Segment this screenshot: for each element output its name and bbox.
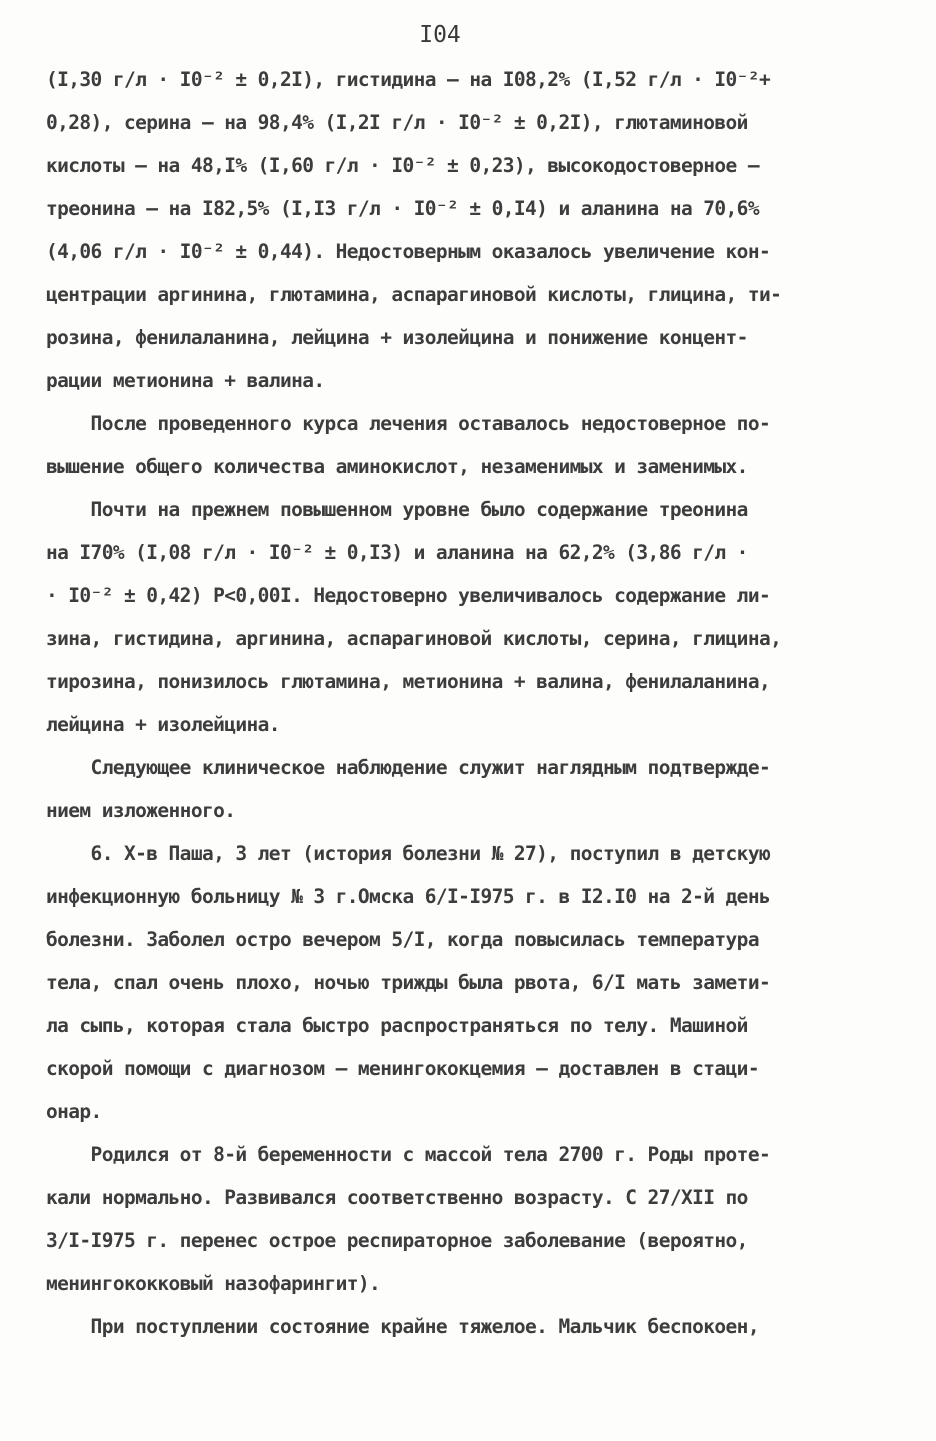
text-line: менингококковый назофарингит). xyxy=(46,1272,381,1295)
text-line: Почти на прежнем повышенном уровне было содержание треонина xyxy=(46,498,748,521)
text-line: 3/I-I975 г. перенес острое респираторное заболевание (вероятно, xyxy=(46,1229,748,1252)
text-line: треонина – на I82,5% (I,I3 г/л · I0⁻² ± 0,I4) и аланина на 70,6% xyxy=(46,197,759,220)
text-line: ла сыпь, которая стала быстро распространяться по телу. Машиной xyxy=(46,1014,748,1037)
text-line: При поступлении состояние крайне тяжелое. Мальчик беспокоен, xyxy=(46,1315,759,1338)
text-line: онар. xyxy=(46,1100,102,1123)
text-line: на I70% (I,08 г/л · I0⁻² ± 0,I3) и аланина на 62,2% (3,86 г/л · xyxy=(46,541,748,564)
text-line: тирозина, понизилось глютамина, метионина + валина, фенилаланина, xyxy=(46,670,771,693)
text-line: После проведенного курса лечения оставалось недостоверное по- xyxy=(46,412,771,435)
text-line: кали нормально. Развивался соответственно возрасту. С 27/XII по xyxy=(46,1186,748,1209)
text-line: Родился от 8-й беременности с массой тела 2700 г. Роды проте- xyxy=(46,1143,771,1166)
text-line: скорой помощи с диагнозом – менингококцемия – доставлен в стаци- xyxy=(46,1057,759,1080)
text-line: болезни. Заболел остро вечером 5/I, когда повысилась температура xyxy=(46,928,759,951)
text-line: вышение общего количества аминокислот, незаменимых и заменимых. xyxy=(46,455,748,478)
text-line: центрации аргинина, глютамина, аспарагиновой кислоты, глицина, ти- xyxy=(46,283,782,306)
text-line: Следующее клиническое наблюдение служит наглядным подтвержде- xyxy=(46,756,771,779)
text-line: (I,30 г/л · I0⁻² ± 0,2I), гистидина – на I08,2% (I,52 г/л · I0⁻²+ xyxy=(46,68,771,91)
text-line: 0,28), серина – на 98,4% (I,2I г/л · I0⁻² ± 0,2I), глютаминовой xyxy=(46,111,748,134)
text-line: тела, спал очень плохо, ночью трижды была рвота, 6/I мать замети- xyxy=(46,971,771,994)
text-line: 6. Х-в Паша, 3 лет (история болезни № 27), поступил в детскую xyxy=(46,842,771,865)
text-line: кислоты – на 48,I% (I,60 г/л · I0⁻² ± 0,23), высокодостоверное – xyxy=(46,154,759,177)
text-line: рации метионина + валина. xyxy=(46,369,325,392)
text-line: (4,06 г/л · I0⁻² ± 0,44). Недостоверным оказалось увеличение кон- xyxy=(46,240,771,263)
text-line: лейцина + изолейцина. xyxy=(46,713,280,736)
text-line: нием изложенного. xyxy=(46,799,236,822)
text-line: · I0⁻² ± 0,42) P<0,00I. Недостоверно увеличивалось содержание ли- xyxy=(46,584,771,607)
body-text xyxy=(46,58,896,1348)
text-line: зина, гистидина, аргинина, аспарагиновой кислоты, серина, глицина, xyxy=(46,627,782,650)
text-line: инфекционную больницу № 3 г.Омска 6/I-I975 г. в I2.I0 на 2-й день xyxy=(46,885,771,908)
text-line: розина, фенилаланина, лейцина + изолейцина и понижение концент- xyxy=(46,326,748,349)
page-number: I04 xyxy=(419,22,461,48)
